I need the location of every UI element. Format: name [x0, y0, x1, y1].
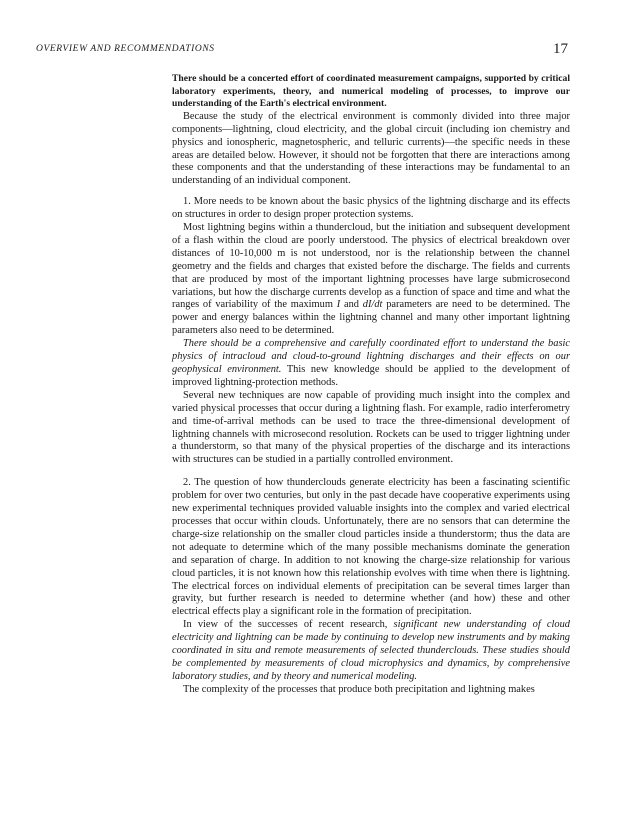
paragraph: The complexity of the processes that produce both precipitation and lightning makes: [183, 683, 535, 695]
numbered-paragraph-2: 2. The question of how thunderclouds generate electricity has been a fascinating scientific problem for over two centuries, but only in the past decade have cooperative experiments using new experimental techniques provided valuable insights into the complex and varied electrical processes that occur within clouds. Unfortunately, there are no sensors that can determine the charge-size relationship on the smaller cloud particles inside a thunderstorm; thus the data are not adequate to determine which of the many possible mechanisms dominate the generation and separation of charge. In addition to not knowing the charge-size relationship for various cloud particles, it is not known how this relationship evolves with time when there is lightning. The electrical forces on individual elements of precipitation can be several times larger than gravity, but further research is needed to determine whether (and how) these and other electrical effects play a significant role in the formation of precipitation.: [172, 477, 570, 618]
page-number: 17: [553, 41, 568, 57]
running-head: OVERVIEW AND RECOMMENDATIONS: [36, 44, 215, 54]
italic-recommendation: significant new understanding of cloud electricity and lightning can be made by continuing to develop new instruments and by making coordinated in situ and remote measurements of selected thunderclouds. These studies should be complemented by measurements of cloud microphysics and dynamics, by comprehensive laboratory studies, and by theory and numerical modeling.: [172, 619, 570, 682]
text-run: Most lightning begins within a thundercloud, but the initiation and subsequent development of a flash within the cloud are poorly understood. The physics of electrical breakdown over distances of 10-10,000 m is not understood, nor is the relationship between the channel geometry and the fields and charges that existed before the discharge. The fields and currents that are produced by most of the important lightning processes have large submicrosecond variations, but how the discharge currents develop as a function of space and time and what the ranges of variability of the maximum: [172, 222, 570, 311]
paragraph: [172, 222, 570, 338]
text-run: and: [340, 299, 363, 311]
recommendation-paragraph: [172, 619, 570, 684]
text-run: parameters are need to be determined. The power and energy balances within the lightning channel and many other important lightning parameters also need to be determined.: [172, 299, 571, 337]
recommendation-paragraph: There should be a concerted effort of coordinated measurement campaigns, supported by critical laboratory experiments, theory, and numerical modeling of processes, to improve our understanding of the Earth's electrical environment.: [172, 73, 570, 110]
italic-recommendation: There should be a comprehensive and carefully coordinated effort to understand the basic physics of intracloud and cloud-to-ground lightning discharges and their effects on our geophysical environment.: [172, 338, 570, 375]
text-run: In view of the successes of recent research,: [183, 619, 394, 631]
variable-didt: dI/dt: [362, 299, 383, 311]
numbered-paragraph-1: 1. More needs to be known about the basic physics of the lightning discharge and its effects on structures in order to design proper protection systems.: [172, 196, 570, 221]
paragraph: Because the study of the electrical environment is commonly divided into three major components—lightning, cloud electricity, and the global circuit (including ion chemistry and physics and ionospheric, magnetospheric, and telluric currents)—the specific needs in these areas are detailed below. However, it should not be forgotten that there are interactions among these components and that the understanding of these interactions may be fundamental to an understanding of an individual component.: [172, 110, 570, 187]
variable-i: I: [336, 299, 341, 311]
text-run: This new knowledge should be applied to the development of improved lightning-protection methods.: [172, 364, 570, 388]
body-text: [172, 73, 570, 697]
paragraph: Several new techniques are now capable of providing much insight into the complex and varied physical processes that occur during a lightning flash. For example, radio interferometry and time-of-arrival methods can be used to trace the three-dimensional development of lightning channels with microsecond resolution. Rockets can be used to trigger lightning under a thunderstorm, so that many of the physical properties of the discharge and its interactions with structures can be studied in a partially controlled environment.: [172, 389, 570, 466]
recommendation-paragraph: [172, 338, 570, 390]
